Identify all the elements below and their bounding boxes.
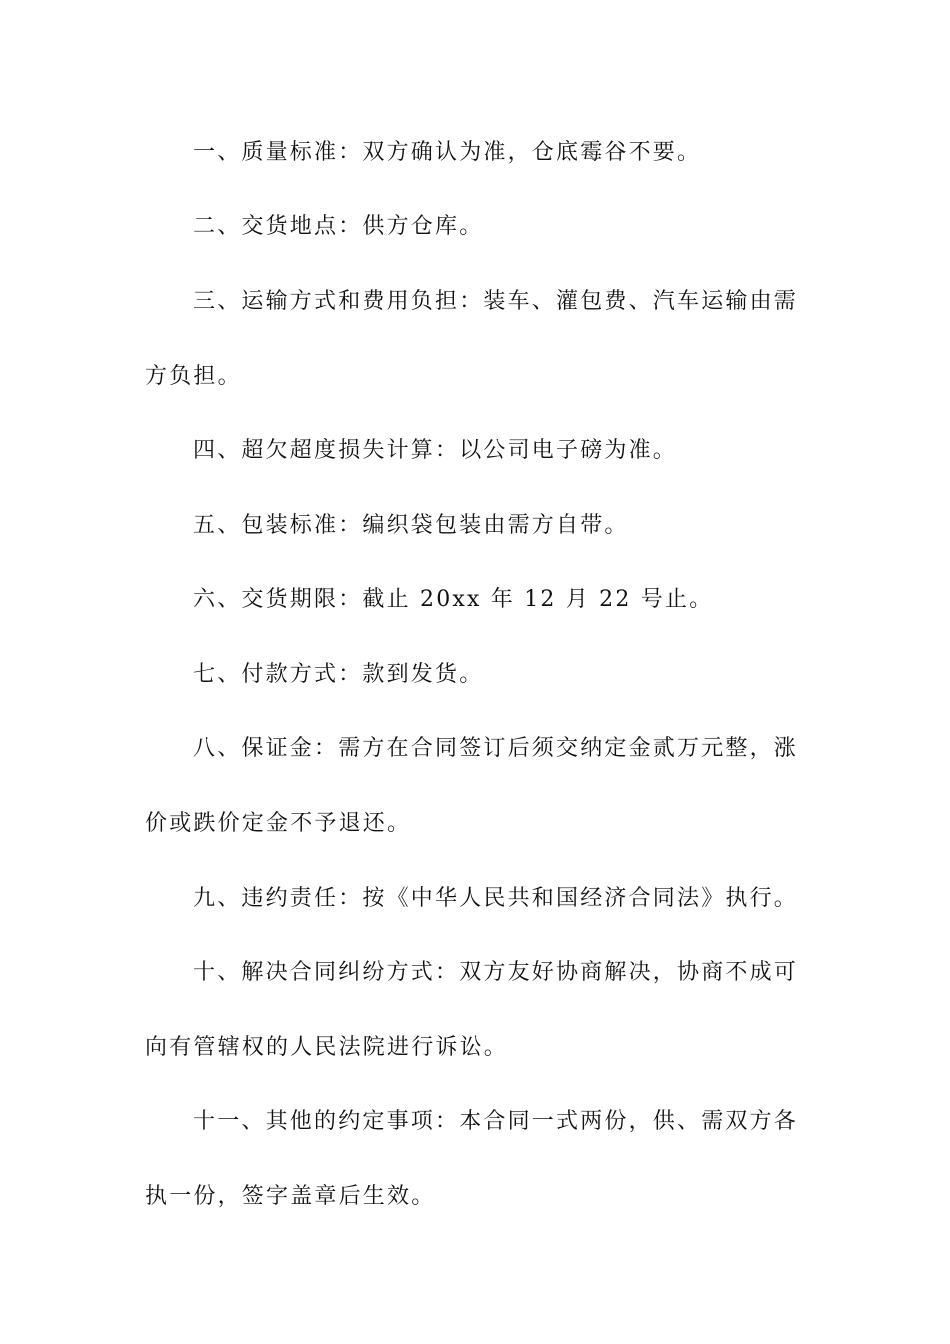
paragraph-3-line-2: 方负担。 [145,364,242,389]
paragraph-11-line-1: 十一、其他的约定事项：本合同一式两份，供、需双方各 [193,1109,799,1134]
paragraph-5-line-1: 五、包装标准：编织袋包装由需方自带。 [193,513,629,538]
paragraph-10-line-1: 十、解决合同纠纷方式：双方友好协商解决，协商不成可 [193,960,799,985]
paragraph-3-line-1: 三、运输方式和费用负担：装车、灌包费、汽车运输由需 [193,289,799,314]
paragraph-11-line-2: 执一份，签字盖章后生效。 [145,1184,436,1209]
paragraph-7-line-1: 七、付款方式：款到发货。 [193,662,484,687]
paragraph-6-line-1: 六、交货期限：截止 20xx 年 12 月 22 号止。 [193,587,714,612]
paragraph-4-line-1: 四、超欠超度损失计算：以公司电子磅为准。 [193,438,678,463]
paragraph-9-line-1: 九、违约责任：按《中华人民共和国经济合同法》执行。 [193,886,799,911]
paragraph-1-line-1: 一、质量标准：双方确认为准，仓底霉谷不要。 [193,140,702,165]
paragraph-10-line-2: 向有管辖权的人民法院进行诉讼。 [145,1035,509,1060]
paragraph-8-line-1: 八、保证金：需方在合同签订后须交纳定金贰万元整，涨 [193,736,799,761]
paragraph-2-line-1: 二、交货地点：供方仓库。 [193,214,484,239]
paragraph-8-line-2: 价或跌价定金不予退还。 [145,811,412,836]
